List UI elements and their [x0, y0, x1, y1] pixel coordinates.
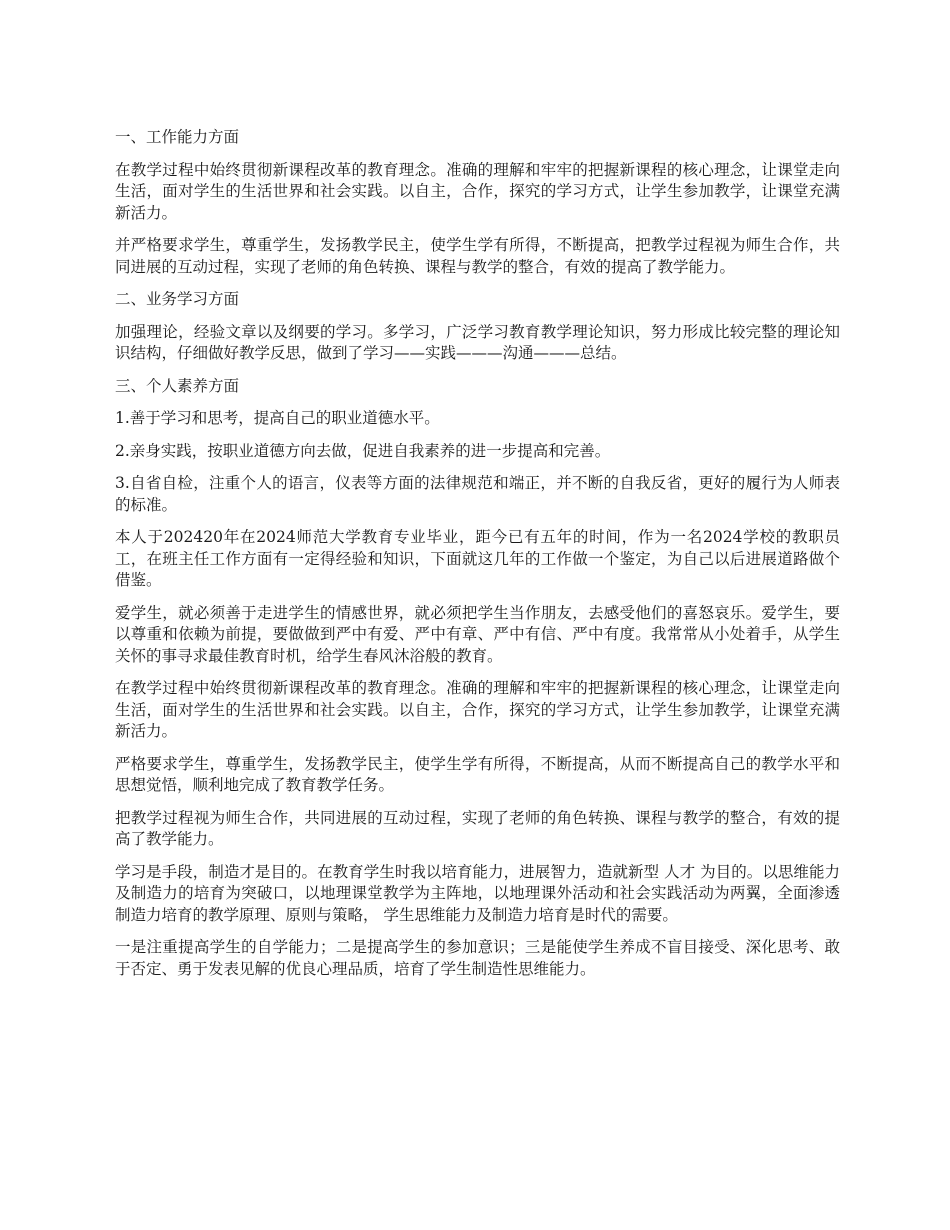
- paragraph: 学习是手段，制造才是目的。在教育学生时我以培育能力，进展智力，造就新型 人才 为目的。以思维能力及制造力的培育为突破口，以地理课堂教学为主阵地，以地理课外活动和社会实践活动为两翼，全面渗透制造力培育的教学原理、原则与策略， 学生思维能力及制造力培育是时代的需要。: [115, 862, 840, 924]
- paragraph: 严格要求学生，尊重学生，发扬教学民主，使学生学有所得，不断提高，从而不断提高自己的教学水平和思想觉悟，顺利地完成了教育教学任务。: [115, 754, 840, 794]
- paragraph: 一是注重提高学生的自学能力；二是提高学生的参加意识；三是能使学生养成不盲目接受、深化思考、敢于否定、勇于发表见解的优良心理品质，培育了学生制造性思维能力。: [115, 938, 840, 978]
- section-heading-work-ability: 一、工作能力方面: [115, 128, 240, 146]
- paragraph: 在教学过程中始终贯彻新课程改革的教育理念。准确的理解和牢牢的把握新课程的核心理念，让课堂走向生活，面对学生的生活世界和社会实践。以自主，合作，探究的学习方式，让学生参加教学，让课堂充满新活力。: [115, 160, 840, 222]
- section-heading-professional-study: 二、业务学习方面: [115, 290, 240, 308]
- paragraph: 本人于202420年在2024师范大学教育专业毕业，距今已有五年的时间，作为一名2024学校的教职员工，在班主任工作方面有一定得经验和知识，下面就这几年的工作做一个鉴定，为自己以后进展道路做个借鉴。: [115, 528, 840, 589]
- paragraph: 加强理论，经验文章以及纲要的学习。多学习，广泛学习教育教学理论知识，努力形成比较完整的理论知识结构，仔细做好教学反思，做到了学习——实践———沟通———总结。: [115, 322, 840, 362]
- document-page: [115, 127, 840, 991]
- paragraph: 把教学过程视为师生合作，共同进展的互动过程，实现了老师的角色转换、课程与教学的整合，有效的提高了教学能力。: [115, 808, 840, 848]
- paragraph: 在教学过程中始终贯彻新课程改革的教育理念。准确的理解和牢牢的把握新课程的核心理念，让课堂走向生活，面对学生的生活世界和社会实践。以自主，合作，探究的学习方式，让学生参加教学，让课堂充满新活力。: [115, 679, 840, 740]
- paragraph: 并严格要求学生，尊重学生，发扬教学民主，使学生学有所得，不断提高，把教学过程视为师生合作，共同进展的互动过程，实现了老师的角色转换、课程与教学的整合，有效的提高了教学能力。: [115, 236, 840, 276]
- paragraph: 爱学生，就必须善于走进学生的情感世界，就必须把学生当作朋友，去感受他们的喜怒哀乐。爱学生，要以尊重和依赖为前提，要做做到严中有爱、严中有章、严中有信、严中有度。我常常从小处着手，从学生关怀的事寻求最佳教育时机，给学生春风沐浴般的教育。: [115, 603, 840, 665]
- section-heading-personal-quality: 三、个人素养方面: [115, 376, 240, 395]
- list-item: 1.善于学习和思考，提高自己的职业道德水平。: [115, 409, 440, 427]
- list-item: 3.自省自检，注重个人的语言，仪表等方面的法律规范和端正，并不断的自我反省，更好的履行为人师表的标准。: [115, 474, 840, 514]
- list-item: 2.亲身实践，按职业道德方向去做，促进自我素养的进一步提高和完善。: [115, 441, 611, 460]
